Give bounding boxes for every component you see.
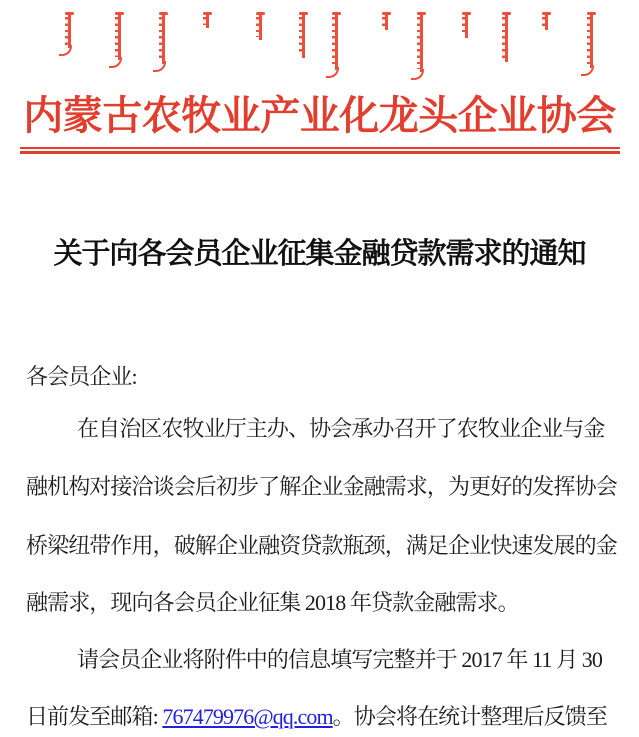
mongolian-word <box>154 14 168 64</box>
body-line: 融机构对接洽谈会后初步了解企业金融需求，为更好的发挥协会 <box>26 474 617 499</box>
mongolian-word <box>60 14 74 48</box>
mongolian-word <box>294 14 308 58</box>
salutation: 各会员企业: <box>26 364 137 389</box>
mongolian-word <box>110 14 124 60</box>
letterhead-divider <box>20 147 620 154</box>
org-name: 内蒙古农牧业产业化龙头企业协会 <box>23 93 616 138</box>
mongolian-word <box>198 14 212 28</box>
body-line-tail: 。协会将在统计整理后反馈至 <box>332 704 607 729</box>
mongolian-word <box>537 14 551 30</box>
email-label: 日前发至邮箱: <box>26 704 163 729</box>
mongolian-word <box>377 14 391 30</box>
mongolian-word <box>457 14 471 38</box>
body-line: 桥梁纽带作用，破解企业融资贷款瓶颈，满足企业快速发展的金 <box>26 533 617 558</box>
body-line: 请会员企业将附件中的信息填写完整并于 2017 年 11 月 30 <box>77 647 602 672</box>
body-line: 融需求，现向各会员企业征集 2018 年贷款金融需求。 <box>26 590 519 615</box>
mongolian-word <box>412 14 426 72</box>
mongolian-word <box>582 14 596 68</box>
mongolian-word <box>327 14 341 70</box>
notice-title: 关于向各会员企业征集金融贷款需求的通知 <box>53 236 586 270</box>
email-link[interactable]: 767479976@qq.com <box>162 704 333 729</box>
body-line-with-email <box>26 702 626 732</box>
mongolian-word <box>251 14 265 40</box>
divider-line-bottom <box>20 151 620 154</box>
body-line: 在自治区农牧业厅主办、协会承办召开了农牧业企业与金 <box>77 416 605 441</box>
mongolian-script-header <box>0 0 639 86</box>
mongolian-word <box>497 14 511 62</box>
